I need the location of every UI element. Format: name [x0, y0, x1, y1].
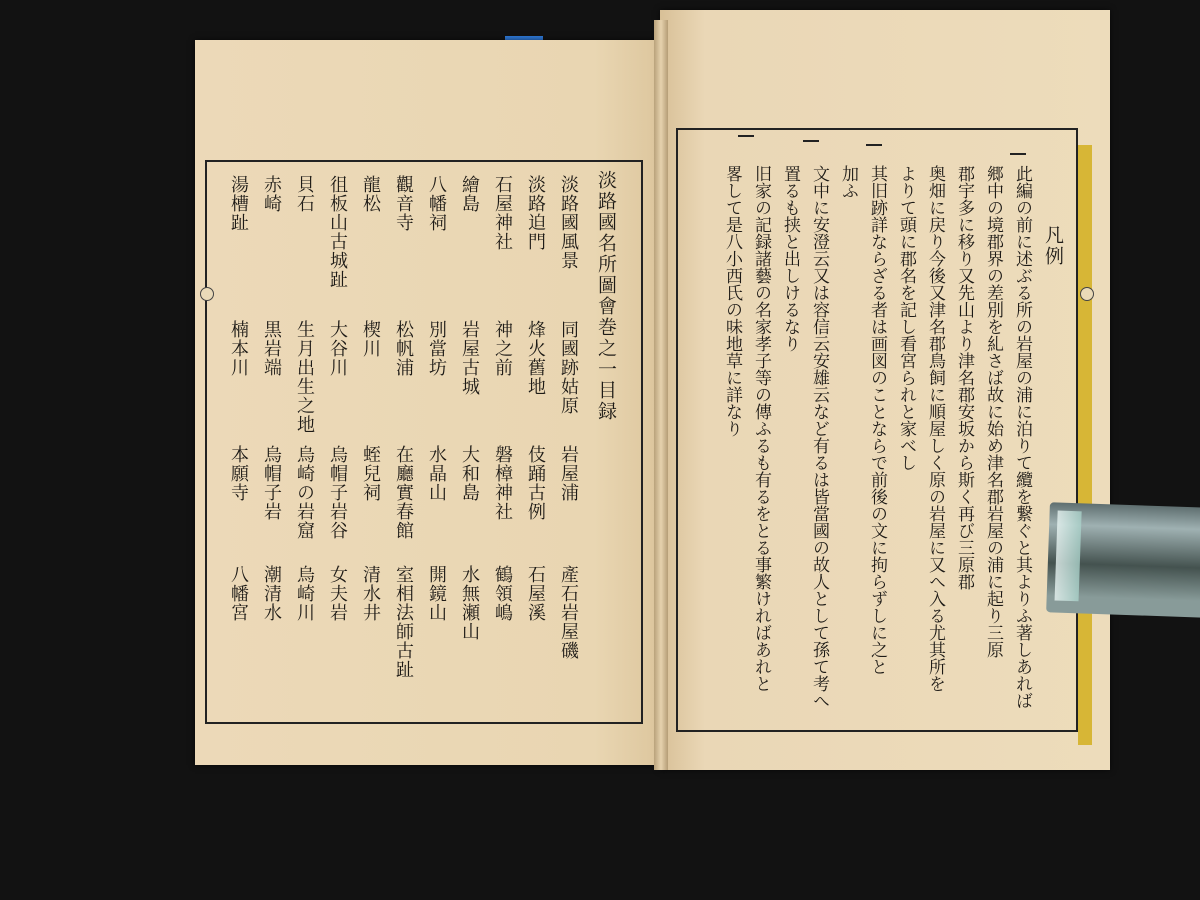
preface-line: 加ふ — [838, 165, 858, 199]
toc-entry: 本願寺 — [228, 445, 249, 502]
item-marker — [866, 144, 882, 146]
item-marker — [803, 140, 819, 142]
toc-entry: 開鏡山 — [426, 565, 447, 622]
book-spine — [654, 20, 668, 770]
table-of-contents-title: 淡路國名所圖會巻之一目録 — [595, 170, 617, 422]
item-marker — [1010, 153, 1026, 155]
toc-entry: 龍松 — [360, 175, 381, 213]
toc-entry: 楔川 — [360, 320, 381, 358]
yellow-page-edge — [1078, 145, 1092, 745]
toc-entry: 大谷川 — [327, 320, 348, 377]
toc-entry: 石屋溪 — [525, 565, 546, 622]
preface-line: 奥畑に戻り今後又津名郡鳥飼に順屋しく原の岩屋に又へ入る尤其所を — [925, 165, 945, 692]
toc-entry: 烏帽子岩 — [261, 445, 282, 521]
toc-entry: 湯槽趾 — [228, 175, 249, 232]
binding-hole-right — [1080, 287, 1094, 301]
toc-entry: 烏崎の岩窟 — [294, 445, 315, 540]
toc-entry: 徂板山古城趾 — [327, 175, 348, 289]
toc-entry: 磐樟神社 — [492, 445, 513, 521]
preface-heading: 凡例 — [1042, 225, 1064, 267]
toc-entry: 淡路國風景 — [558, 175, 579, 270]
toc-entry: 清水井 — [360, 565, 381, 622]
toc-entry: 貝石 — [294, 175, 315, 213]
binding-hole-left — [200, 287, 214, 301]
toc-entry: 烏崎川 — [294, 565, 315, 622]
toc-entry: 石屋神社 — [492, 175, 513, 251]
toc-entry: 黒岩端 — [261, 320, 282, 377]
toc-entry: 水晶山 — [426, 445, 447, 502]
preface-line: 其旧跡詳ならざる者は画図のことならで前後の文に拘らずしに之と — [867, 165, 887, 675]
toc-entry: 觀音寺 — [393, 175, 414, 232]
toc-entry: 淡路迫門 — [525, 175, 546, 251]
preface-line: 此編の前に述ぶる所の岩屋の浦に泊りて纜を繋ぐと其よりふ著しあれば — [1012, 165, 1032, 709]
toc-entry: 楠本川 — [228, 320, 249, 377]
preface-line: 郡宇多に移り又先山より津名郡安坂から斯く再び三原郡 — [954, 165, 974, 590]
toc-entry: 八幡祠 — [426, 175, 447, 232]
toc-entry: 大和島 — [459, 445, 480, 502]
toc-entry: 烽火舊地 — [525, 320, 546, 396]
preface-line: 畧して是八小西氏の味地草に詳なり — [722, 165, 742, 437]
toc-entry: 伎踊古例 — [525, 445, 546, 521]
preface-line: 旧家の記録諸藝の名家孝子等の傳ふるも有るをとる事繁ければあれと — [751, 165, 771, 692]
preface-line: 置るも挟と出しけるなり — [780, 165, 800, 352]
toc-entry: 室相法師古趾 — [393, 565, 414, 679]
toc-entry: 八幡宮 — [228, 565, 249, 622]
toc-entry: 蛭兒祠 — [360, 445, 381, 502]
toc-entry: 岩屋浦 — [558, 445, 579, 502]
toc-entry: 產石岩屋磯 — [558, 565, 579, 660]
toc-entry: 松帆浦 — [393, 320, 414, 377]
toc-entry: 岩屋古城 — [459, 320, 480, 396]
preface-line: よりて頭に郡名を記し看宮られと家べし — [896, 165, 916, 471]
acrylic-page-holder — [1046, 502, 1200, 618]
toc-entry: 在廳實春館 — [393, 445, 414, 540]
toc-entry: 女夫岩 — [327, 565, 348, 622]
preface-line: 郷中の境郡界の差別を糺さば故に始め津名郡岩屋の浦に起り三原 — [983, 165, 1003, 658]
toc-entry: 烏帽子岩谷 — [327, 445, 348, 540]
toc-entry: 赤崎 — [261, 175, 282, 213]
toc-entry: 生月出生之地 — [294, 320, 315, 434]
item-marker — [738, 135, 754, 137]
toc-entry: 水無瀬山 — [459, 565, 480, 641]
toc-entry: 潮清水 — [261, 565, 282, 622]
toc-entry: 神之前 — [492, 320, 513, 377]
preface-line: 文中に安澄云又は容信云安雄云など有るは皆當國の故人として孫て考へ — [809, 165, 829, 709]
toc-entry: 同國跡姑原 — [558, 320, 579, 415]
toc-entry: 鶴領嶋 — [492, 565, 513, 622]
toc-entry: 別當坊 — [426, 320, 447, 377]
toc-entry: 繪島 — [459, 175, 480, 213]
